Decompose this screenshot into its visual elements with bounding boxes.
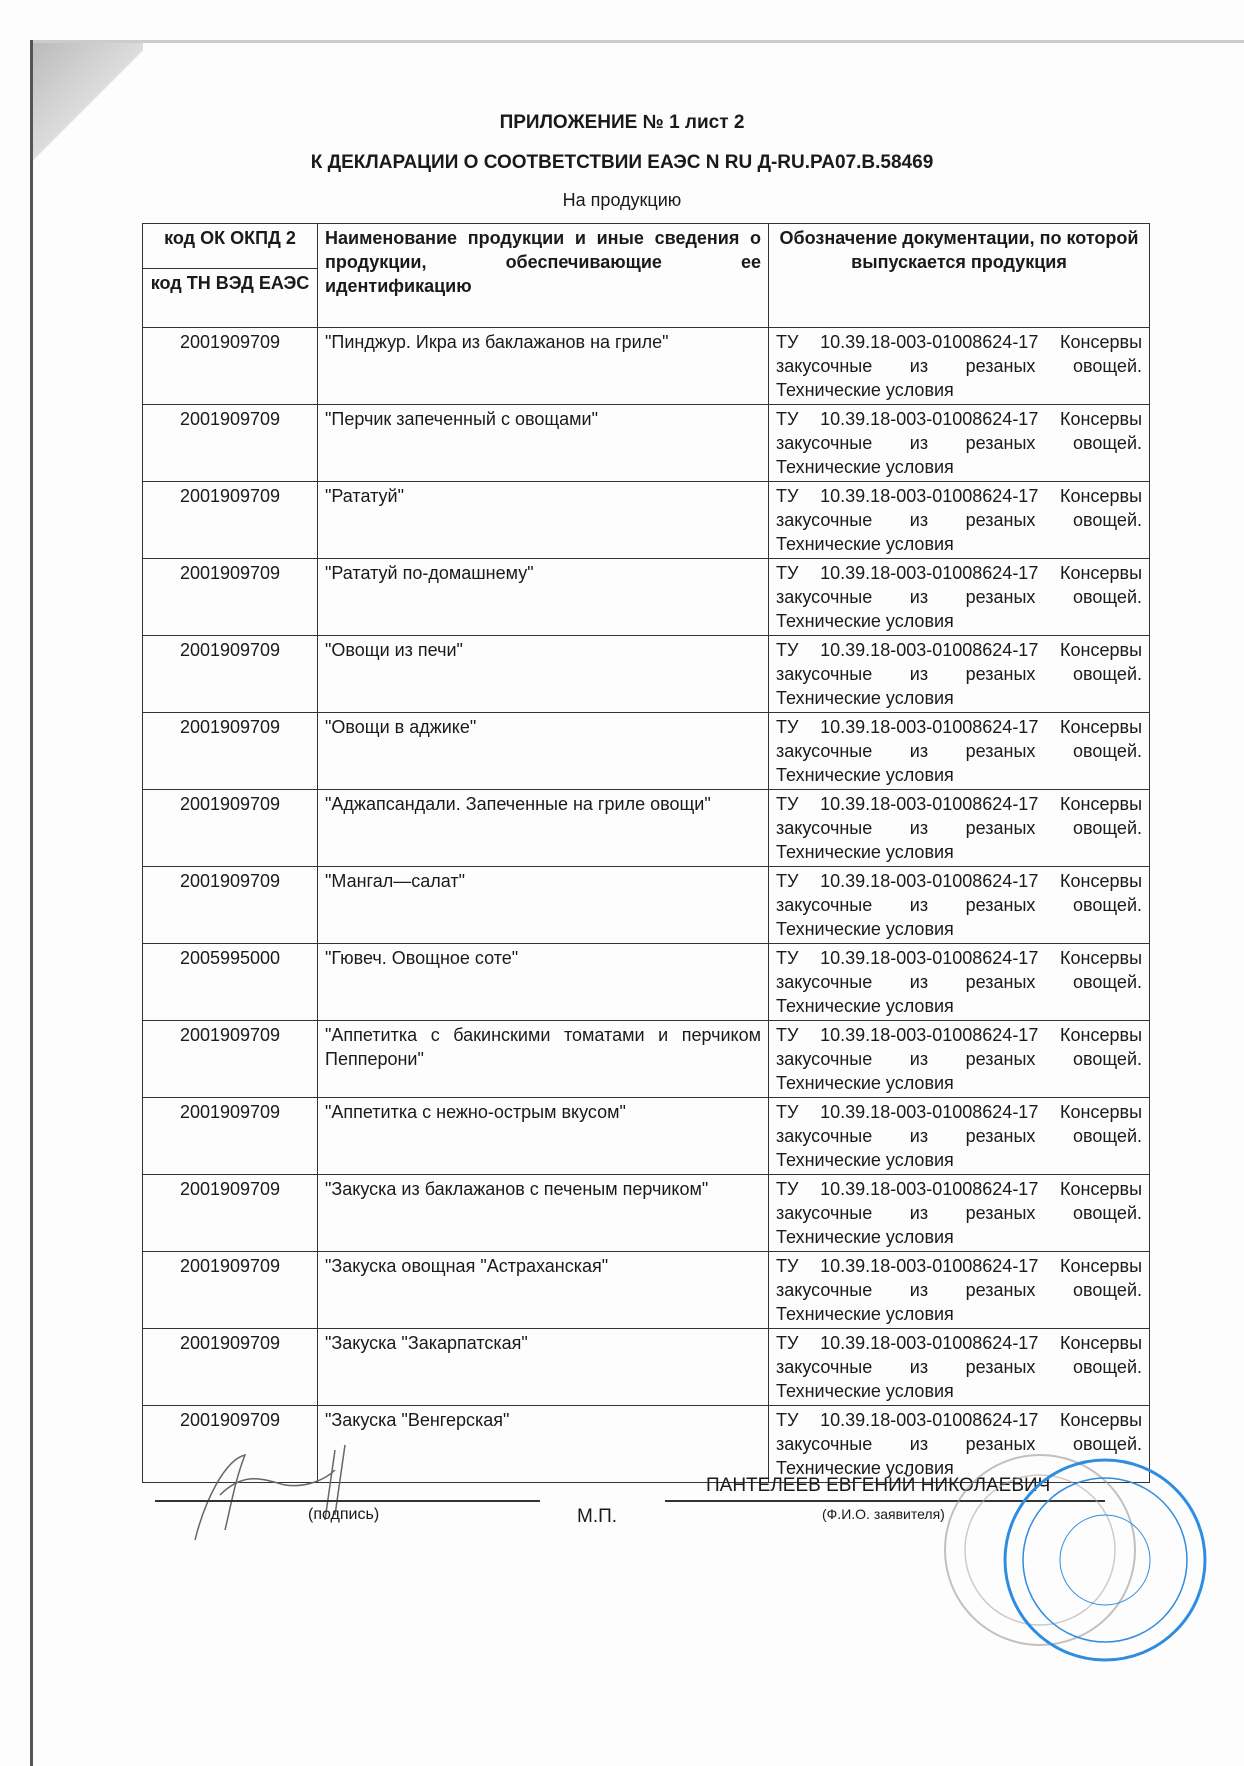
- scan-edge: [30, 40, 33, 1766]
- applicant-label: (Ф.И.О. заявителя): [822, 1506, 945, 1522]
- product-name: "Рататуй по-домашнему": [318, 559, 769, 636]
- seal-place-label: М.П.: [577, 1506, 618, 1527]
- product-doc: ТУ 10.39.18-003-01008624-17 Консервы закусочные из резаных овощей. Технические условия: [769, 1021, 1150, 1098]
- product-code: 2001909709: [143, 1406, 318, 1483]
- product-code: 2001909709: [143, 328, 318, 405]
- table-row: [143, 867, 1150, 944]
- product-doc: ТУ 10.39.18-003-01008624-17 Консервы закусочные из резаных овощей. Технические условия: [769, 790, 1150, 867]
- product-doc: ТУ 10.39.18-003-01008624-17 Консервы закусочные из резаных овощей. Технические условия: [769, 405, 1150, 482]
- product-code: 2001909709: [143, 482, 318, 559]
- table-row: [143, 559, 1150, 636]
- header-name: Наименование продукции и иные сведения о продукции, обеспечивающие ее идентификацию: [318, 224, 769, 328]
- signature: [185, 1440, 365, 1550]
- product-doc: ТУ 10.39.18-003-01008624-17 Консервы закусочные из резаных овощей. Технические условия: [769, 1098, 1150, 1175]
- product-doc: ТУ 10.39.18-003-01008624-17 Консервы закусочные из резаных овощей. Технические условия: [769, 559, 1150, 636]
- table-row: [143, 1329, 1150, 1406]
- product-name: "Пинджур. Икра из баклажанов на гриле": [318, 328, 769, 405]
- document-subtitle: К ДЕКЛАРАЦИИ О СООТВЕТСТВИИ ЕАЭС N RU Д-RU.PA07.B.58469: [310, 152, 934, 173]
- table-row: [143, 1252, 1150, 1329]
- product-name: "Овощи из печи": [318, 636, 769, 713]
- table-row: [143, 1098, 1150, 1175]
- signature-label: (подпись): [308, 1506, 380, 1523]
- product-name: "Перчик запеченный с овощами": [318, 405, 769, 482]
- product-code: 2001909709: [143, 1021, 318, 1098]
- product-code: 2001909709: [143, 1098, 318, 1175]
- table-row: [143, 405, 1150, 482]
- product-table: [142, 223, 1150, 1483]
- product-code: 2005995000: [143, 944, 318, 1021]
- product-name: "Закуска из баклажанов с печеным перчиком": [318, 1175, 769, 1252]
- table-row: [143, 1021, 1150, 1098]
- table-row: [143, 790, 1150, 867]
- product-code: 2001909709: [143, 867, 318, 944]
- signature-line: [155, 1500, 540, 1502]
- product-code: 2001909709: [143, 713, 318, 790]
- product-doc: ТУ 10.39.18-003-01008624-17 Консервы закусочные из резаных овощей. Технические условия: [769, 1175, 1150, 1252]
- table-row: [143, 482, 1150, 559]
- product-name: "Рататуй": [318, 482, 769, 559]
- product-doc: ТУ 10.39.18-003-01008624-17 Консервы закусочные из резаных овощей. Технические условия: [769, 1329, 1150, 1406]
- product-name: "Гювеч. Овощное соте": [318, 944, 769, 1021]
- table-row: [143, 1175, 1150, 1252]
- header-code-okpd: код ОК ОКПД 2: [143, 224, 318, 269]
- document-caption: На продукцию: [562, 190, 682, 210]
- product-doc: ТУ 10.39.18-003-01008624-17 Консервы закусочные из резаных овощей. Технические условия: [769, 636, 1150, 713]
- product-name: "Аппетитка с нежно-острым вкусом": [318, 1098, 769, 1175]
- product-code: 2001909709: [143, 636, 318, 713]
- scan-edge: [30, 40, 1244, 43]
- header-code-tn: код ТН ВЭД ЕАЭС: [143, 269, 318, 328]
- product-code: 2001909709: [143, 1329, 318, 1406]
- table-row: [143, 713, 1150, 790]
- product-name: "Закуска овощная "Астраханская": [318, 1252, 769, 1329]
- product-code: 2001909709: [143, 790, 318, 867]
- product-doc: ТУ 10.39.18-003-01008624-17 Консервы закусочные из резаных овощей. Технические условия: [769, 713, 1150, 790]
- product-name: "Овощи в аджике": [318, 713, 769, 790]
- document-title: ПРИЛОЖЕНИЕ № 1 лист 2: [499, 112, 745, 133]
- product-code: 2001909709: [143, 559, 318, 636]
- table-row: [143, 328, 1150, 405]
- applicant-name: ПАНТЕЛЕЕВ ЕВГЕНИЙ НИКОЛАЕВИЧ: [706, 1475, 1051, 1496]
- product-code: 2001909709: [143, 1252, 318, 1329]
- product-name: "Мангал—салат": [318, 867, 769, 944]
- product-doc: ТУ 10.39.18-003-01008624-17 Консервы закусочные из резаных овощей. Технические условия: [769, 482, 1150, 559]
- product-name: "Аджапсандали. Запеченные на гриле овощи": [318, 790, 769, 867]
- table-row: [143, 944, 1150, 1021]
- product-code: 2001909709: [143, 1175, 318, 1252]
- product-code: 2001909709: [143, 405, 318, 482]
- product-doc: ТУ 10.39.18-003-01008624-17 Консервы закусочные из резаных овощей. Технические условия: [769, 1406, 1150, 1483]
- product-name: "Аппетитка с бакинскими томатами и перчиком Пепперони": [318, 1021, 769, 1098]
- table-row: [143, 636, 1150, 713]
- product-doc: ТУ 10.39.18-003-01008624-17 Консервы закусочные из резаных овощей. Технические условия: [769, 867, 1150, 944]
- company-stamp: [930, 1440, 1210, 1680]
- product-name: "Закуска "Венгерская": [318, 1406, 769, 1483]
- product-doc: ТУ 10.39.18-003-01008624-17 Консервы закусочные из резаных овощей. Технические условия: [769, 328, 1150, 405]
- product-name: "Закуска "Закарпатская": [318, 1329, 769, 1406]
- header-doc: Обозначение документации, по которой выпускается продукция: [769, 224, 1150, 328]
- product-doc: ТУ 10.39.18-003-01008624-17 Консервы закусочные из резаных овощей. Технические условия: [769, 1252, 1150, 1329]
- product-doc: ТУ 10.39.18-003-01008624-17 Консервы закусочные из резаных овощей. Технические условия: [769, 944, 1150, 1021]
